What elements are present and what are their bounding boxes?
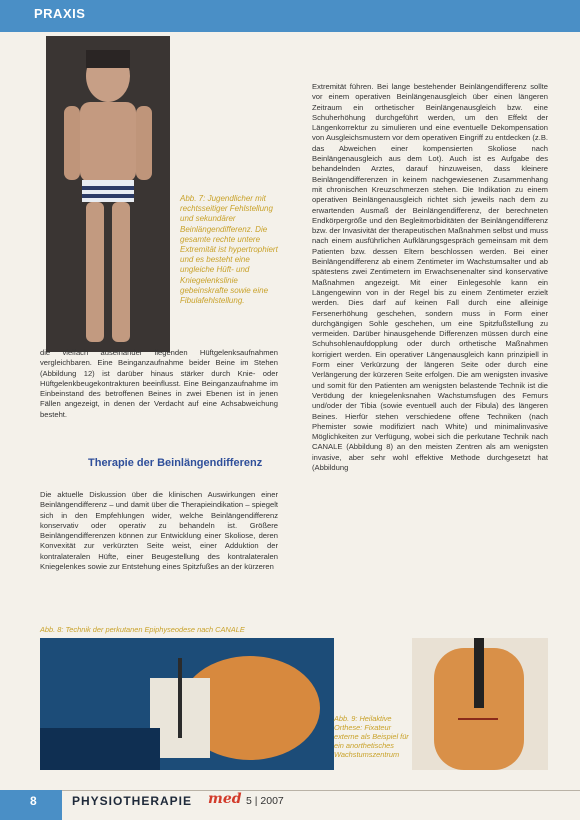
page-number: 8 bbox=[30, 794, 37, 808]
leg-photo bbox=[412, 638, 548, 770]
publication-suffix: med bbox=[208, 791, 242, 807]
patient-figure bbox=[46, 36, 170, 352]
surgery-scene bbox=[40, 638, 334, 770]
patient-photo bbox=[46, 36, 170, 352]
section-label: PRAXIS bbox=[34, 6, 86, 21]
publication-name: PHYSIOTHERAPIE bbox=[72, 794, 193, 808]
section-heading: Therapie der Beinlängendifferenz bbox=[88, 457, 263, 469]
leg-scene bbox=[412, 638, 548, 770]
surgery-photo bbox=[40, 638, 334, 770]
figure-7-caption: Abb. 7: Jugendlicher mit rechtsseitiger Fehlstellung und sekundärer Beinlängendifferenz. Die gesamte rechte untere Extremität ist hypertrophiert und es besteht eine ungleiche Hüft- und Kniegelenkslinie gebeinskrafte sowie eine Fibulafehlstellung. bbox=[180, 194, 278, 306]
figure-9-caption: Abb. 9: Heilaktive Orthese: Fixateur externe als Beispiel für ein anorthetisches Wachstumszentrum bbox=[334, 714, 409, 759]
issue-number: 5 | 2007 bbox=[246, 795, 284, 807]
figure-8-caption: Abb. 8: Technik der perkutanen Epiphyseodese nach CANALE bbox=[40, 625, 245, 634]
section-header-bar bbox=[0, 0, 580, 32]
body-text-left-lower: Die aktuelle Diskussion über die klinischen Auswirkungen einer Beinlängendifferenz – und damit über die Therapieindikation – spiegelt sich in den Empfehlungen wider, welche Beinlängendifferenz konservativ oder operativ zu behandeln ist. Größere Beinlängendifferenzen können zur Entwicklung einer Skoliose, deren Konvexität zur verkürzten Seite weist, einer Adduktion der kontralateralen Hüfte, einer Beugestellung des kontralateralen Kniegelenkes sowie zur Entstehung eines Spitzfußes an der kürzeren bbox=[40, 490, 278, 572]
body-text-left-upper: die vielfach auseinander liegenden Hüftgelenksaufnahmen vergleichbaren. Eine Beinganzaufnahme beider Beine im Stehen (Abbildung 12) ist darüber hinaus stärker durch Knie- oder Hüftgelenkbeugekontrakturen beeinflusst. Eine Beinganzaufnahme im Einbeinstand des betroffenen Beines in zwei Ebenen ist in jenen Fällen angezeigt, in denen der Verdacht auf eine Achsabweichung besteht. bbox=[40, 348, 278, 419]
footer-rule bbox=[0, 790, 580, 791]
body-text-right-column: Extremität führen. Bei lange bestehender Beinlängendifferenz sollte vor einem operativen Beinlängenausgleich über einen längeren Zeitraum ein orthetischer Beinlängenausgleich bzw. eine Schuherhöhung durchgeführt werden, um den Effekt der Längenkorrektur zu simulieren und eine eventuelle Dekompensation von Ausgleichsmustern vor dem operativen Eingriff zu entdecken (z.B. das Abweichen einer kompensierten Skoliose nach Beinlängenausgleich aus dem Lot). Auch ist es Aufgabe des behandelnden Arztes, darauf hinzuweisen, dass kleinere Beinlängendifferenzen in keinem nachgewiesenen Zusammenhang mit chronischen Kreuzschmerzen stehen. Die Indikation zu einem operativen Beinlängenausgleich richtet sich jeweils nach dem zu erwartenden Ausmaß der Beinlängendifferenz, der berechneten Endkörpergröße und den Begleitmorbiditäten der Beinlängendifferenz bzw. der Invasivität der therapeutischen Maßnahmen selbst und muss nach einem ausführlichen Aufklärungsgespräch gemeinsam mit dem Patienten bzw. dessen Eltern beschlossen werden. Bei einer Beinlängendifferenz ab einem Zentimeter im Wachstumsalter und ab spätestens zwei Zentimetern im Erwachsenenalter sind konservative Maßnahmen angezeigt. Mit einer Einlegesohle kann ein Längengewinn von in der Regel bis zu einem Zentimeter erzielt werden. Dies darf auf keinen Fall durch eine alleinige Fersenerhöhung geschehen, sondern muss in Form einer durchgängigen Sohle geschehen, um eine Spitzfußstellung zu vermeiden. Darüber hinausgehende Differenzen müssen durch eine Schuhsohlenaufdopplung oder durch orthetische Maßnahmen korrigiert werden. Ein operativer Längenausgleich kann prinzipiell in Form einer Verkürzung der längeren Seite oder durch eine Verlängerung der kürzeren Seite erfolgen. Die am wenigsten invasive und somit für den Patienten am wenigsten belastende Technik ist die Verödung der kniegelenksnahen Wachstumsfugen des Femurs und/oder der Tibia (sowie eventuell auch der Fibula) des längeren Beines. Hierfür stehen verschiedene offene Techniken (nach Phemister sowie modifiziert nach White) und minimalinvasive Möglichkeiten zur Verfügung, wobei sich die perkutane Technik nach CANALE (Abbildung 8) an den meisten Zentren als am wenigsten invasive, aber sehr wohl effektive Methode durchgesetzt hat (Abbildung bbox=[312, 82, 548, 472]
